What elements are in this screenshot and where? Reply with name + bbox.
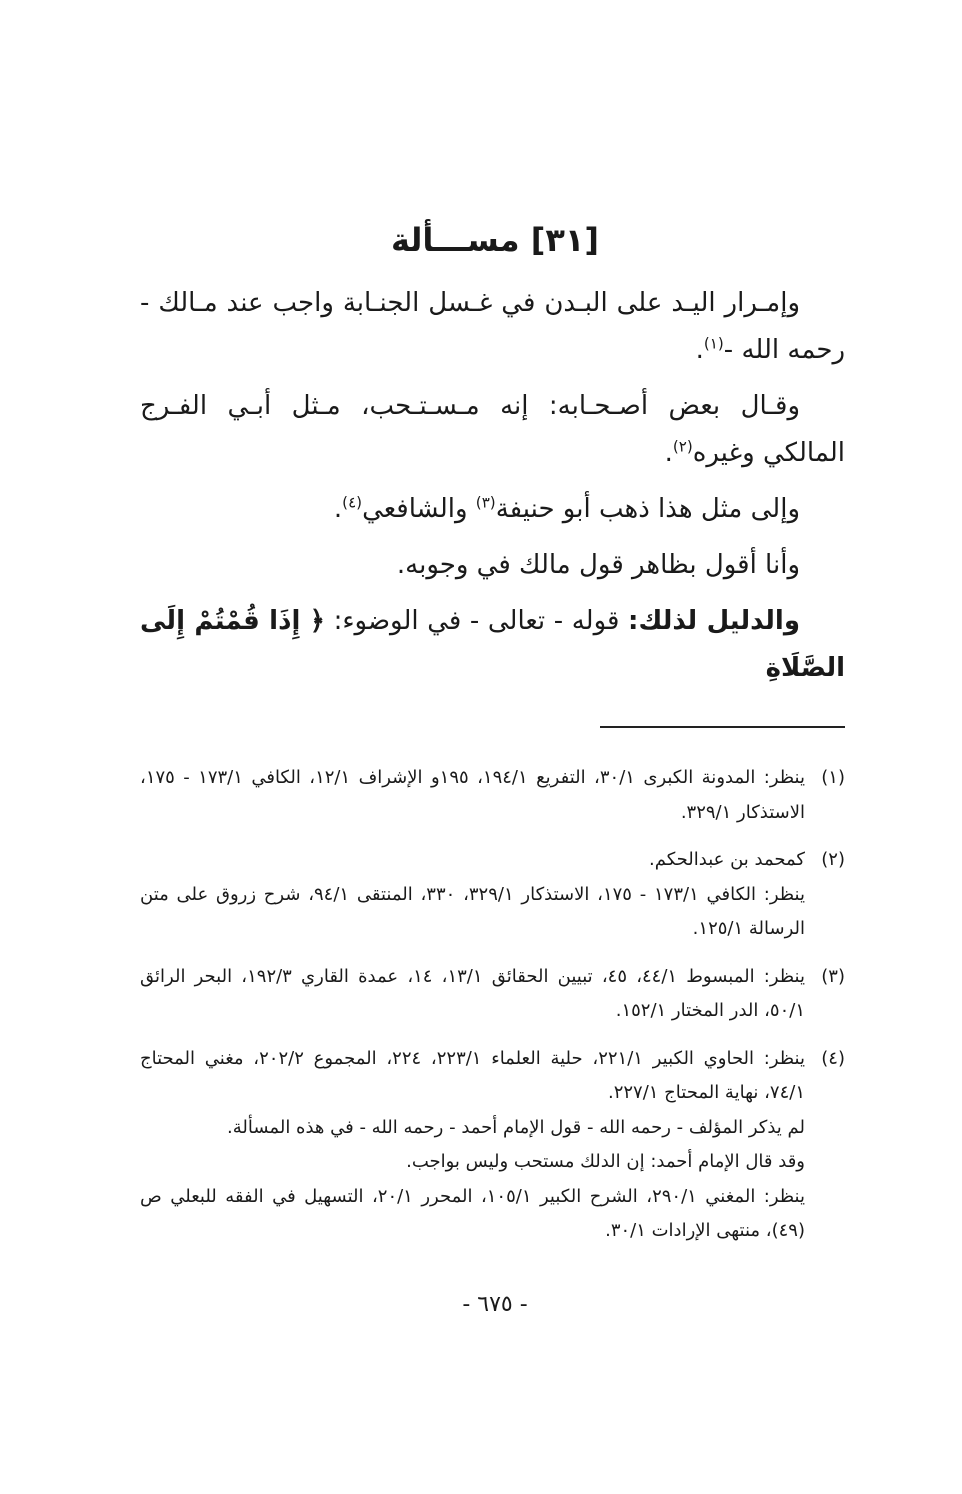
footnote-text: كمحمد بن عبدالحكم.: [649, 849, 805, 870]
paragraph-text: وأنا أقول بظاهر قول مالك في وجوبه.: [396, 550, 800, 580]
footnotes: [140, 761, 845, 1262]
footnote-1: [140, 761, 845, 830]
footnote-number: (٢): [821, 849, 845, 870]
footnote-divider: [600, 726, 845, 728]
footnote-text: ينظر: المدونة الكبرى ٣٠/١، التفريع ١٩٤/١، ١٩٥و الإشراف ١٢/١، الكافي ١٧٣/١ - ١٧٥، الاستذكار ٣٢٩/١.: [140, 767, 805, 823]
footnote-number: (٤): [821, 1047, 845, 1069]
paragraph-end: .: [695, 335, 704, 365]
paragraph-text: وإمـرار اليـد على البـدن في غـسل الجنـابة واجب عند مـالك - رحمه الله -: [140, 288, 845, 365]
paragraph-end: .: [333, 494, 343, 524]
evidence-lead: والدليل لذلك:: [628, 606, 801, 636]
paragraph-1: [140, 280, 845, 374]
footnote-body: [140, 843, 805, 947]
paragraph-3: [140, 486, 845, 533]
footnote-text: ينظر: الحاوي الكبير ٢٢١/١، حلية العلماء ٢٢٣/١، ٢٢٤، المجموع ٢٠٢/٢، مغني المحتاج ٧٤/١، نهاية المحتاج ٢٢٧/١.: [140, 1047, 806, 1103]
footnote-ref-3: (٣): [475, 493, 496, 512]
footnote-body: [140, 761, 805, 830]
footnote-4: [140, 1042, 845, 1249]
quran-verse: ﴿ إِذَا قُمْتُمْ إِلَى الصَّلَاةِ: [140, 606, 845, 683]
footnote-ref-1: (١): [703, 334, 724, 353]
footnote-text: ينظر: المبسوط ٤٤/١، ٤٥، تبيين الحقائق ١٣/١، ١٤، عمدة القاري ١٩٢/٣، البحر الرائق ٥٠/١، الدر المختار ١٥٢/١.: [140, 965, 805, 1021]
footnote-number: (٣): [821, 965, 845, 987]
paragraph-text: والشافعي: [362, 494, 468, 524]
page-number: - ٦٧٥ -: [462, 1292, 528, 1317]
footnote-text: ينظر: المغني ٢٩٠/١، الشرح الكبير ١٠٥/١، المحرر ٢٠/١، التسهيل في الفقه للبعلي ص (٤٩)، منتهى الإرادات ٣٠/١.: [140, 1185, 805, 1241]
footnote-number: (١): [821, 767, 845, 788]
paragraph-text: وإلى مثل هذا ذهب أبو حنيفة: [495, 494, 800, 524]
footnote-text: وقد قال الإمام أحمد: إن الدلك مستحب وليس بواجب.: [406, 1151, 805, 1172]
footnote-ref-4: (٤): [342, 493, 363, 512]
paragraph-end: .: [664, 438, 673, 468]
footnote-2: [140, 843, 845, 947]
footnote-body: [140, 1042, 805, 1249]
paragraph-2: [140, 383, 845, 477]
footnote-text: لم يذكر المؤلف - رحمه الله - قول الإمام أحمد - رحمه الله - في هذه المسألة.: [227, 1116, 805, 1138]
issue-heading: [٣١] مســـألة: [390, 221, 600, 259]
footnote-text: ينظر: الكافي ١٧٣/١ - ١٧٥، الاستذكار ٣٢٩/١، ٣٣٠، المنتقى ٩٤/١، شرح زروق على متن الرسالة ١٢٥/١.: [140, 883, 805, 939]
paragraph-5: [140, 598, 845, 692]
paragraph-text: وقـال بعض أصـحـابه: إنه مـسـتـحب، مـثل أبـي الفـرج المالكي وغيره: [140, 391, 845, 468]
paragraph-4: [140, 542, 845, 589]
footnote-body: [140, 960, 805, 1029]
footnote-ref-2: (٢): [672, 437, 693, 456]
main-text: [140, 280, 845, 701]
paragraph-text: قوله - تعالى - في الوضوء:: [333, 606, 620, 636]
footnote-3: [140, 960, 845, 1029]
